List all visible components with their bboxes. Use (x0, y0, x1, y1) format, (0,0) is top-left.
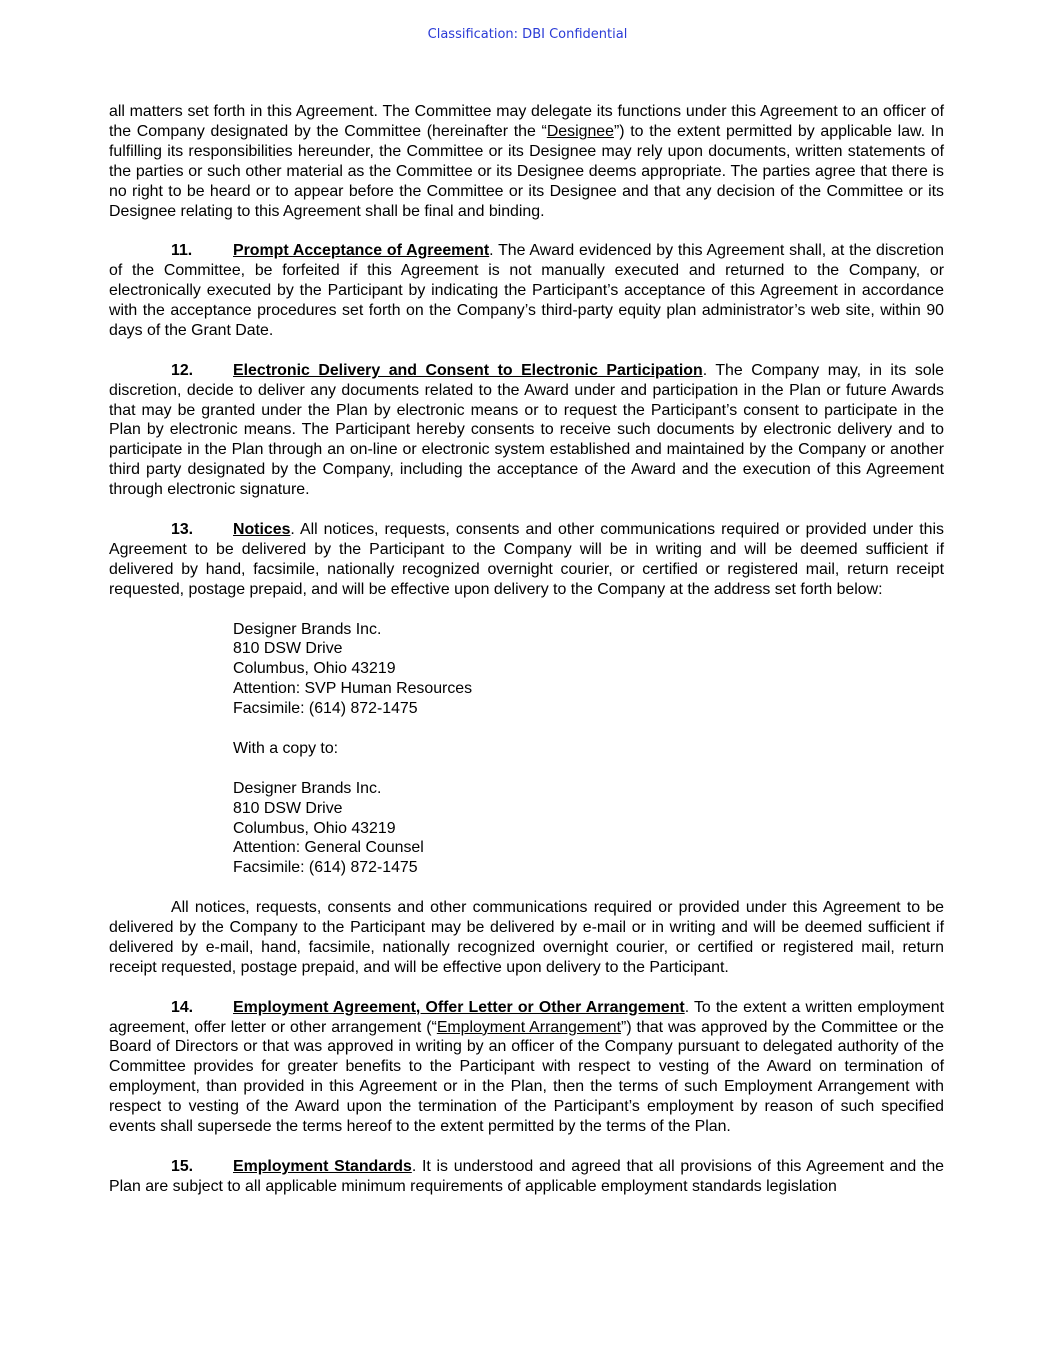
document-body (109, 102, 944, 1197)
section-12 (109, 361, 944, 500)
classification-header: Classification: DBI Confidential (427, 27, 628, 42)
employment-arrangement-term: Employment Arrangement (436, 1018, 622, 1036)
section-13-number: 13. (171, 520, 194, 538)
section-12-number: 12. (171, 361, 194, 379)
section-13-heading: Notices (233, 520, 291, 538)
section-12-heading: Electronic Delivery and Consent to Electronic Participation (233, 361, 703, 379)
section-14-body-1: . To the extent a written employment agreement, offer letter or other arrangement (“ (109, 998, 944, 1036)
section-13 (109, 520, 944, 600)
intro-text-1: all matters set forth in this Agreement. The Committee may delegate its functions under this Agreement to an officer of the Company designated by the Committee (hereinafter the “ (109, 103, 944, 140)
section-15 (109, 1157, 944, 1197)
address-line: Facsimile: (614) 872-1475 (233, 859, 418, 877)
address-line: Attention: SVP Human Resources (233, 680, 473, 698)
notice-address-copy (233, 779, 944, 879)
address-line: Columbus, Ohio 43219 (233, 819, 396, 837)
section-14 (109, 998, 944, 1137)
section-11 (109, 241, 944, 341)
notice-address-primary (233, 620, 944, 720)
section-14-heading: Employment Agreement, Offer Letter or Other Arrangement (233, 998, 685, 1016)
address-line: Columbus, Ohio 43219 (233, 660, 396, 678)
section-11-heading: Prompt Acceptance of Agreement (233, 242, 490, 260)
address-line: 810 DSW Drive (233, 799, 343, 817)
address-line: Designer Brands Inc. (233, 779, 382, 797)
section-14-number: 14. (171, 998, 194, 1016)
section-12-body: . The Company may, in its sole discretion, decide to deliver any documents related to the Award under and participation in the Plan or future Awards that may be granted under the Plan by electronic means or to request the Participant’s consent to participate in the Plan by electronic means. The Participant hereby consents to receive such documents by electronic delivery and to participate in the Plan through an on-line or electronic system established and maintained by the Company or another third party designated by the Company, including the acceptance of the Award and the execution of this Agreement through electronic signature. (109, 361, 944, 499)
address-line: Designer Brands Inc. (233, 620, 382, 638)
address-line: Facsimile: (614) 872-1475 (233, 700, 418, 718)
address-line: Attention: General Counsel (233, 839, 424, 857)
section-15-number: 15. (171, 1157, 194, 1175)
section-14-body-2: ”) that was approved by the Committee or the Board of Directors or that was approved in writing by an officer of the Company pursuant to delegated authority of the Committee provides for greater benefits to the Participant with respect to vesting of the Award on termination of employment, than provided in this Agreement or in the Plan, then the terms of such Employment Arrangement with respect to vesting of the Award upon the termination of the Participant’s employment by reason of such specified events shall supersede the terms hereof to the extent permitted by the terms of the Plan. (109, 1018, 944, 1136)
notices-closing-paragraph: All notices, requests, consents and other communications required or provided under this Agreement to be delivered by the Company to the Participant may be delivered by e-mail or in writing and will be deemed sufficient if delivered by e-mail, hand, facsimile, nationally recognized overnight courier, or certified or registered mail, return receipt requested, postage prepaid, and will be effective upon delivery to the Participant. (109, 899, 944, 976)
intro-text-2: ”) to the extent permitted by applicable law. In fulfilling its responsibilities hereunder, the Committee or its Designee may rely upon documents, written statements of the parties or such other material as the Committee or its Designee deems appropriate. The parties agree that there is no right to be heard or to appear before the Committee or its Designee and that any decision of the Committee or its Designee relating to this Agreement shall be final and binding. (109, 122, 944, 220)
intro-paragraph (109, 102, 944, 221)
section-15-body: . It is understood and agreed that all provisions of this Agreement and the Plan are subject to all applicable minimum requirements of applicable employment standards legislation (109, 1157, 944, 1195)
section-15-heading: Employment Standards (233, 1157, 412, 1175)
designee-term: Designee (546, 122, 614, 140)
section-11-number: 11. (171, 242, 193, 260)
section-13-body: . All notices, requests, consents and other communications required or provided under this Agreement to be delivered by the Participant to the Company will be in writing and will be deemed sufficient if delivered by hand, facsimile, nationally recognized overnight courier, or certified or registered mail, return receipt requested, postage prepaid, and will be effective upon delivery to the Company at the address set forth below: (109, 520, 944, 598)
address-line: 810 DSW Drive (233, 640, 343, 658)
copy-to-label: With a copy to: (233, 739, 339, 757)
section-11-body: . The Award evidenced by this Agreement shall, at the discretion of the Committee, be forfeited if this Agreement is not manually executed and returned to the Company, or electronically executed by the Participant by indicating the Participant’s acceptance of this Agreement in accordance with the acceptance procedures set forth on the Company’s third-party equity plan administrator’s web site, within 90 days of the Grant Date. (109, 242, 944, 339)
